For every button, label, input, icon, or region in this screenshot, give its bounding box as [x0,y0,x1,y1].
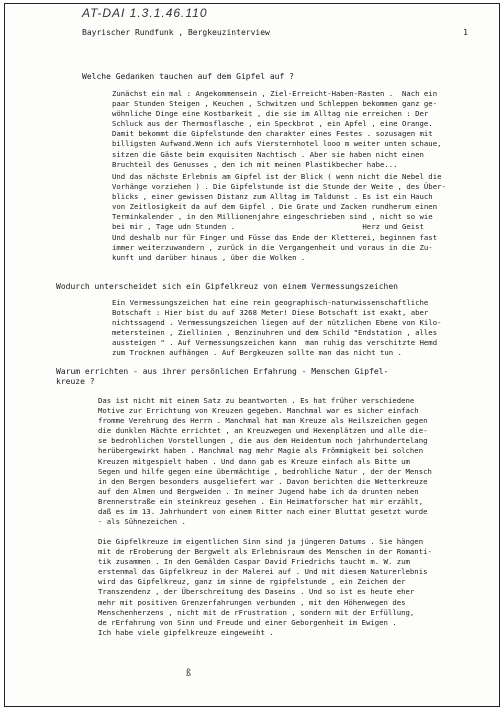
page-number: 1 [463,28,468,37]
question-2: Wodurch unterscheidet sich ein Gipfelkreuz von einem Vermessungszeichen [56,282,398,291]
answer-3-paragraph-2: Die Gipfelkreuze im eigentlichen Sinn sind ja jüngeren Datums . Sie hängen mit de rEroberung der Bergwelt als Erlebnisraum des Menschen in der Romanti- tik zusammen . In den Gemälden Caspar David Friedrichs taucht m. W. zum erstenmal das Gipfelkreuz in der Malerei auf . Und mit diesem Naturerlebnis wird das Gipfelkreuz, ganz im sinne de rgipfelstunde , ein Zeichen der Transzendenz , der Überschreitung des Daseins . Und so ist es heute eher mehr mit positiven Grenzerfahrungen verbunden , mit den Höhenwegen des Menschenherzens , nicht mit de rFrustration , sondern mit der Erfüllung, de rErfahrung von Sinn und Freude und einer Geborgenheit im Ewigen . Ich habe viele gipfelkreuze eingeweiht . [98,537,432,637]
question-1: Welche Gedanken tauchen auf dem Gipfel auf ? [82,72,294,81]
question-3-line-2: kreuze ? [56,377,95,386]
document-header-title: Bayrischer Rundfunk , Bergkeuzinterview [82,28,270,37]
answer-2-paragraph: Ein Vermessungszeichen hat eine rein geographisch-naturwissenschaftliche Botschaft : Hier bist du auf 3268 Meter! Diese Botschaft ist exakt, aber nichtssagend . Vermessungszeichen liegen auf der nützlichen Ebene von Kilo- metersteinen , Ziellinien , Benzinuhren und dem Schild "Endstation , alles aussteigen " . Auf Vermessungszeichen kann man ruhig das verschitzte Hemd zum Trocknen aufhängen . Auf Bergkeuzen sollte man das nicht tun . [112,298,442,358]
handwritten-mark: ß [186,668,191,679]
answer-1-paragraph-1: Zunächst ein mal : Angekommensein , Ziel-Erreicht-Haben-Rasten . Nach ein paar Stunden Steigen , Keuchen , Schwitzen und Schleppen bekommen ganz ge- wöhnliche Dinge eine Kostbarkeit , die sie im Alltag nie erreichen : Der Schluck aus der Thermosflasche , ein Speckbrot , ein Apfel , eine Orange. Damit bekommt die Gipfelstunde den charakter eines Festes . sozusagen mit billigsten Aufwand.Wenn ich aufs Viersternhotel looo m weiter unten schaue, sitzen die Gäste beim exquisiten Nachtisch . Aber sie haben nicht einen Bruchteil des Genusses , den ich mit meinen Plastikbecher habe... [112,89,442,169]
answer-3-paragraph-1: Das ist nicht mit einem Satz zu beantworten . Es hat früher verschiedene Motive zur Errichtung von Kreuzen gegeben. Manchmal war es sicher einfach fromme Verehrung des Herrn . Manchmal hat man Kreuze als Heilszeichen gegen die dunklen Mächte errichtet , an Kreuzwegen und Hexenplätzen und alle die- se bedrohlichen Vorstellungen , die aus dem Heidentum noch jahrhundertelang herübergewirkt haben . Manchmal mag mehr Magie als Frömmigkeit bei solchen Kreuzen mitgespielt haben . Und dann gab es Kreuze einfach als Bitte um Segen und hilfe gegen eine übermächtige , bedrohliche Natur , der der Mensch in den Bergen besonders ausgeliefert war . Davon berichten die Wetterkreuze auf den Almen und Bergweiden . In meiner Jugend habe ich da drunten neben Brennerstraße ein steinkreuz gesehen . Ein Heimatforscher hat mir erzählt, daß es im 13. Jahrhundert von einem Ritter nach einer Bluttat gesetzt wurde - als Sühnezeichen . [98,396,432,527]
answer-1-paragraph-2: Und das nächste Erlebnis am Gipfel ist der Blick ( wenn nicht die Nebel die Vorhänge vorziehen ) . Die Gipfelstunde ist die Stunde der Weite , des Über- blicks , einer gewissen Distanz zum Alltag im Taldunst . Es ist ein Hauch von Zeitlosigkeit da auf dem Gipfel . Die Grate und Zacken rundherum einen Terminkalender , in den Millionenjahre eingeschrieben sind , nicht so wie bei mir , Tage udn Stunden . Herz und Geist Und deshalb nur für Finger und Füsse das Ende der Kletterei, beginnen fast immer weiterzuwandern , zurück in die Vergangenheit und voraus in die Zu- kunft und darüber hinaus , über die Wolken . [112,172,446,262]
question-3-line-1: Warum errichten - aus ihrer persönlichen Erfahrung - Menschen Gipfel- [56,367,389,376]
archive-stamp: AT-DAI 1.3.1.46.110 [82,6,208,20]
